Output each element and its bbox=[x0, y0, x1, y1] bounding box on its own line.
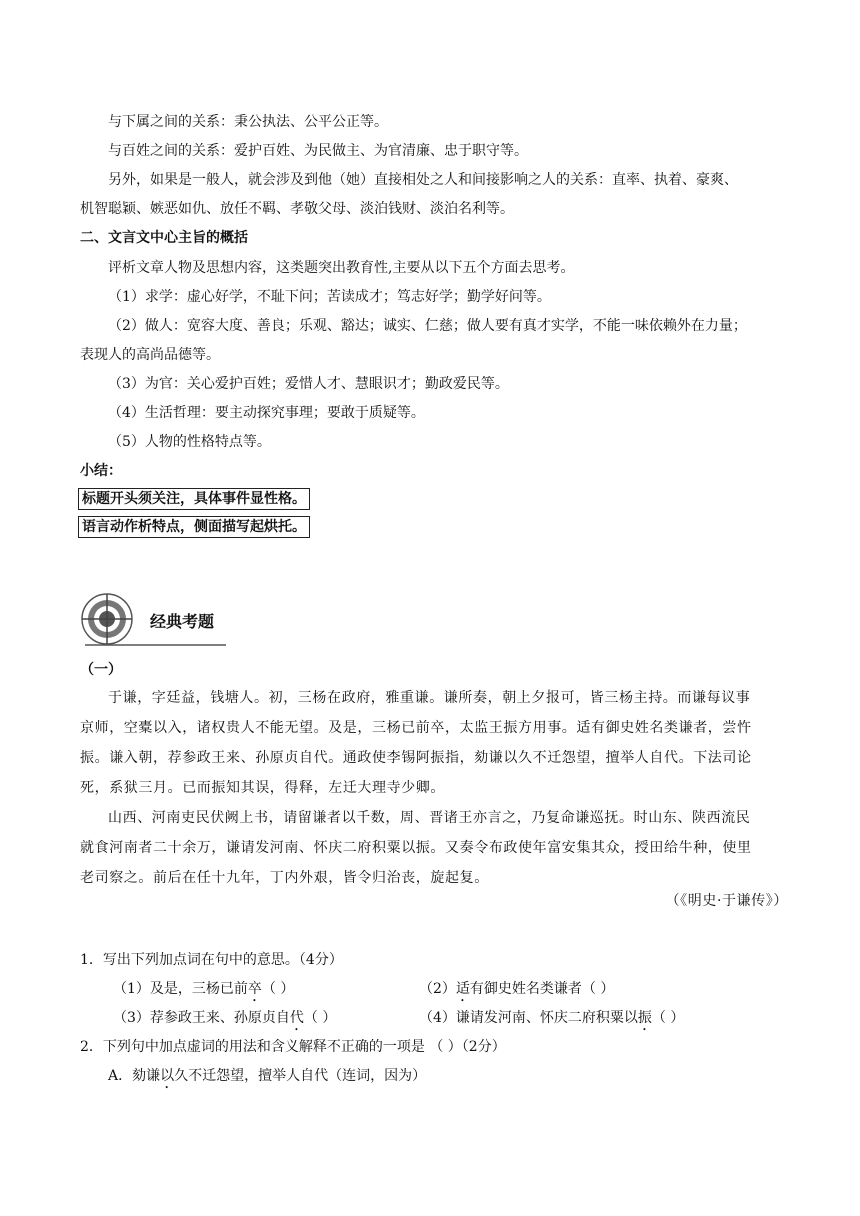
point-3: （3）为官：关心爱护百姓；爱惜人才、慧眼识才；勤政爱民等。 bbox=[108, 376, 509, 392]
passage-line-4: 死，系狱三月。已而振知其误，得释，左迁大理寺少卿。 bbox=[80, 780, 445, 796]
point-4: （4）生活哲理：要主动探究事理；要敢于质疑等。 bbox=[108, 405, 425, 421]
summary-label: 小结： bbox=[80, 463, 122, 479]
section-heading: 二、文言文中心主旨的概括 bbox=[80, 230, 248, 246]
intro-line-4: 机智聪颖、嫉恶如仇、放任不羁、孝敬父母、淡泊钱财、淡泊名利等。 bbox=[80, 201, 514, 217]
summary-box-2: 语言动作析特点，侧面描写起烘托。 bbox=[78, 516, 310, 538]
q1-item-2: （2）适有御史姓名类谦者（ ） bbox=[419, 981, 615, 997]
q2-option-a: A．劾谦以久不迁怨望，擅举人自代（连词，因为） bbox=[108, 1068, 427, 1084]
q1-item-4: （4）谦请发河南、怀庆二府积粟以振（ ） bbox=[419, 1010, 685, 1026]
intro-line-3: 另外，如果是一般人，就会涉及到他（她）直接相处之人和间接影响之人的关系：直率、执着、豪爽、 bbox=[108, 172, 738, 188]
point-1: （1）求学：虚心好学，不耻下问；苦读成才；笃志好学；勤学好问等。 bbox=[108, 289, 551, 305]
passage-line-7: 老司察之。前后在任十九年，丁内外艰，皆令归治丧，旋起复。 bbox=[80, 870, 489, 886]
section-intro: 评析文章人物及思想内容，这类题突出教育性,主要从以下五个方面去思考。 bbox=[108, 260, 575, 276]
intro-line-2: 与百姓之间的关系：爱护百姓、为民做主、为官清廉、忠于职守等。 bbox=[108, 143, 528, 159]
passage-line-5: 山西、河南吏民伏阙上书，请留谦者以千数，周、晋诸王亦言之，乃复命谦巡抚。时山东、陕西流民 bbox=[108, 810, 751, 826]
passage-source: （《明史·于谦传》） bbox=[665, 893, 788, 909]
point-2: （2）做人：宽容大度、善良；乐观、豁达；诚实、仁慈；做人要有真才实学，不能一味依赖外在力量； bbox=[108, 318, 747, 334]
passage-line-6: 就食河南者二十余万，谦请发河南、怀庆二府积粟以振。又奏令布政使年富安集其众，授田给牛种，使里 bbox=[80, 840, 752, 856]
point-2-cont: 表现人的高尚品德等。 bbox=[80, 347, 220, 363]
section-label: （一） bbox=[80, 662, 122, 678]
intro-line-1: 与下属之间的关系：秉公执法、公平公正等。 bbox=[108, 114, 388, 130]
q1-item-1: （1）及是，三杨已前卒（ ） bbox=[113, 981, 295, 997]
point-5: （5）人物的性格特点等。 bbox=[108, 434, 271, 450]
passage-line-3: 振。谦入朝，荐参政王来、孙原贞自代。通政使李锡阿振指，劾谦以久不迁怨望，擅举人自代。下法司论 bbox=[80, 750, 752, 766]
question-1: 1．写出下列加点词在句中的意思。（4分） bbox=[80, 952, 343, 968]
passage-line-1: 于谦，字廷益，钱塘人。初，三杨在政府，雅重谦。谦所奏，朝上夕报可，皆三杨主持。而谦每议事 bbox=[108, 690, 751, 706]
classic-title: 经典考题 bbox=[150, 612, 215, 631]
question-2: 2．下列句中加点虚词的用法和含义解释不正确的一项是 （ ）（2分） bbox=[80, 1039, 506, 1055]
q1-item-3: （3）荐参政王来、孙原贞自代（ ） bbox=[113, 1010, 337, 1026]
summary-box-1: 标题开头须关注，具体事件显性格。 bbox=[78, 488, 310, 510]
passage-line-2: 京师，空橐以入，诸权贵人不能无望。及是，三杨已前卒，太监王振方用事。适有御史姓名类谦者，尝忤 bbox=[80, 720, 752, 736]
